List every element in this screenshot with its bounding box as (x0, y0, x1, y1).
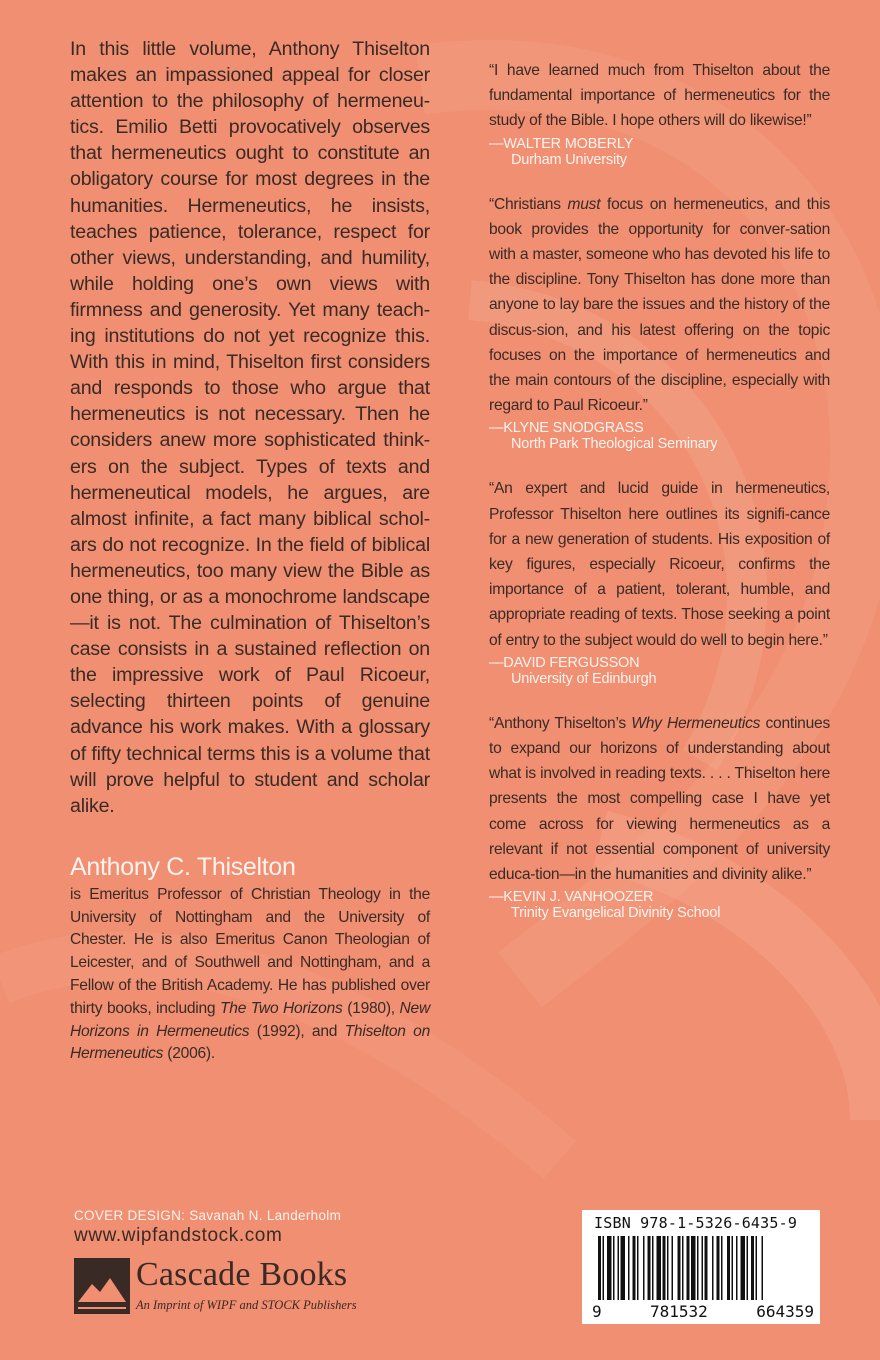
publisher-name: Cascade Books (136, 1256, 348, 1293)
barcode-bar (741, 1236, 746, 1300)
barcode-bar (697, 1236, 699, 1300)
publisher-website: www.wipfandstock.com (74, 1225, 283, 1246)
endorser-name: —KLYNE SNODGRASS (489, 420, 644, 437)
barcode-bar (691, 1236, 696, 1300)
mountain-logo-icon (74, 1258, 130, 1314)
barcode-bar (717, 1236, 720, 1300)
barcode-bar (756, 1236, 758, 1300)
endorsement-text-part: “Anthony Thiselton’s (489, 714, 632, 732)
author-book-1: The Two Horizons (220, 999, 343, 1017)
barcode-bar (633, 1236, 636, 1300)
endorsements (489, 58, 830, 945)
barcode-bar (678, 1236, 681, 1300)
endorsement-emphasis: must (567, 195, 601, 213)
barcode-bar (663, 1236, 666, 1300)
endorsement (489, 476, 830, 686)
author-bio-text-4: (2006). (163, 1045, 215, 1063)
barcode-bar (637, 1236, 639, 1300)
barcode-bar (721, 1236, 723, 1300)
barcode-bar (598, 1236, 601, 1300)
barcode-bar (705, 1236, 708, 1300)
isbn-number: ISBN 978-1-5326-6435-9 (594, 1214, 798, 1232)
barcode-bar (687, 1236, 690, 1300)
endorsement-text (489, 192, 830, 419)
endorsement-text-part: continues to expand our horizons of understanding about what is involved in reading texts. . . . Thiselton here presents the most compelling case I have yet come across for viewing hermeneutics as a relevant if not essential component of university educa-tion—in the humanities and divinity alike.” (489, 714, 830, 884)
barcode-digit-group: 9 (592, 1302, 602, 1321)
author-bio-text-1: is Emeritus Professor of Christian Theology in the University of Nottingham and the University of Chester. He is also Emeritus Canon Theologian of Leicester, and of Southwell and Nottingham, and a Fellow of the British Academy. He has published over thirty books, including (70, 885, 430, 1017)
barcode-bar (751, 1236, 754, 1300)
barcode-bar (628, 1236, 630, 1300)
barcode-bar (712, 1236, 714, 1300)
barcode-bar (747, 1236, 749, 1300)
author-bio-text-2: (1980), (342, 999, 400, 1017)
barcode-bar (603, 1236, 605, 1300)
barcode-bar (682, 1236, 684, 1300)
left-column (70, 36, 430, 1066)
author-bio (70, 884, 430, 1066)
author-name: Anthony C. Thiselton (70, 852, 296, 881)
book-description: In this little volume, Anthony Thiselton makes an impassioned appeal for closer attention to the philosophy of hermeneu-tics. Emilio Betti provocatively observes that hermeneutics ought to constitute an obligatory course for most degrees in the humanities. Hermeneutics, he insists, teaches patience, tolerance, respect for other views, understanding, and humility, while holding one’s own views with firmness and generosity. Yet many teach-ing institutions do not yet recognize this. With this in mind, Thiselton first considers and responds to those who argue that hermeneutics is not necessary. Then he considers anew more sophisticated think-ers on the subject. Types of texts and hermeneutical models, he argues, are almost infinite, a fact many biblical schol-ars do not recognize. In the field of biblical hermeneutics, too many view the Bible as one thing, or as a monochrome landscape—it is not. The culmination of Thiselton’s case consists in a sustained reflection on the impressive work of Paul Ricoeur, selecting thirteen points of genuine advance his work makes. With a glossary of fifty technical terms this is a volume that will prove helpful to student and scholar alike. (70, 38, 430, 817)
barcode-bar (607, 1236, 612, 1300)
barcode-bar (613, 1236, 615, 1300)
endorser-name: —KEVIN J. VANHOOZER (489, 889, 654, 906)
barcode-digit-group: 781532 (650, 1302, 708, 1321)
barcode-bar (667, 1236, 669, 1300)
barcode-bar (727, 1236, 730, 1300)
publisher-tagline: An Imprint of WIPF and STOCK Publishers (136, 1298, 357, 1312)
barcode-bar (648, 1236, 651, 1300)
barcode-bar (732, 1236, 734, 1300)
endorsement (489, 58, 830, 168)
barcode-bar (618, 1236, 620, 1300)
barcode-bars (592, 1236, 814, 1300)
endorser-affiliation: Durham University (511, 151, 627, 168)
endorsement (489, 711, 830, 921)
barcode-bar (736, 1236, 738, 1300)
endorsement-text-part: focus on hermeneutics, and this book provides the opportunity for conver-sation with a master, someone who has devoted his life to the discipline. Tony Thiselton has done more than anyone to lay bare the issues and the history of the discus-sion, and his latest offering on the topic focuses on the importance of hermeneutics and the main contours of the discipline, especially with regard to Paul Ricoeur.” (489, 195, 830, 415)
endorsement-text-part: “Christians (489, 195, 568, 213)
barcode-bar (657, 1236, 662, 1300)
endorser-name: —DAVID FERGUSSON (489, 654, 640, 671)
barcode-bar (643, 1236, 645, 1300)
endorser-affiliation: Trinity Evangelical Divinity School (511, 905, 721, 922)
barcode-bar (702, 1236, 704, 1300)
barcode-bar (621, 1236, 626, 1300)
barcode-bar (652, 1236, 654, 1300)
endorsement-text: “I have learned much from Thiselton about the fundamental importance of hermeneutics for the study of the Bible. I hope others will do likewise!” (489, 62, 830, 130)
endorsement-text: “An expert and lucid guide in hermeneutics, Professor Thiselton here outlines its signifi-cance for a new generation of students. His exposition of key figures, especially Ricoeur, confirms the importance of a patient, tolerant, humble, and appropriate reading of texts. Those seeking a point of entry to the subject would do well to begin here.” (489, 480, 830, 649)
cover-design-credit: COVER DESIGN: Savanah N. Landerholm (74, 1208, 342, 1223)
endorser-affiliation: University of Edinburgh (511, 670, 657, 687)
barcode-digits (592, 1302, 814, 1321)
barcode-digit-group: 664359 (756, 1302, 814, 1321)
author-bio-text-3: (1992), and (249, 1022, 345, 1040)
endorsement (489, 192, 830, 453)
endorser-name: —WALTER MOBERLY (489, 135, 634, 152)
barcode-bar (672, 1236, 674, 1300)
isbn-barcode (582, 1210, 820, 1324)
endorsement-text (489, 711, 830, 887)
barcode-bar (762, 1236, 764, 1300)
author-book-3: Thiselton on Hermeneutics (70, 1022, 430, 1063)
author-book-2: New Horizons in Hermeneutics (70, 999, 430, 1040)
credits (74, 1208, 434, 1247)
endorser-affiliation: North Park Theological Seminary (511, 436, 718, 453)
endorsement-emphasis: Why Hermeneutics (631, 714, 761, 732)
publisher-block (74, 1256, 434, 1316)
